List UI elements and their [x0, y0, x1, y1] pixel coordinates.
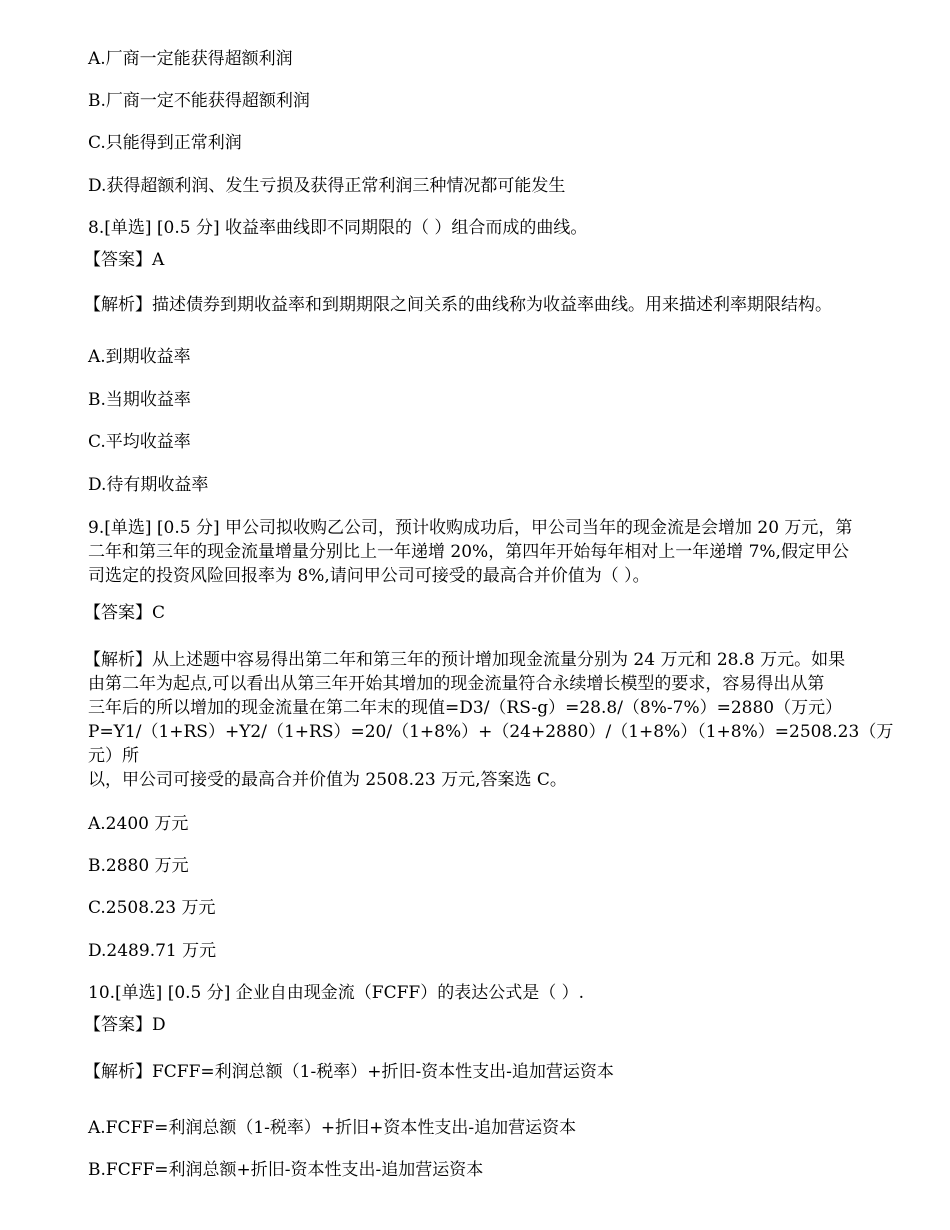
q9-analysis-line: 【解析】从上述题中容易得出第二年和第三年的预计增加现金流量分别为 24 万元和 28.8 万元。如果 — [84, 650, 846, 670]
q9-analysis-line: 三年后的所以增加的现金流量在第二年末的现值=D3/（RS-g）=28.8/（8%-7%）=2880（万元） — [88, 698, 843, 718]
q8-option-c: C.平均收益率 — [88, 432, 191, 452]
q9-option-b: B.2880 万元 — [88, 856, 189, 876]
q9-stem-line: 司选定的投资风险回报率为 8%,请问甲公司可接受的最高合并价值为（ ）。 — [88, 566, 650, 586]
q8-option-d: D.待有期收益率 — [88, 475, 209, 495]
q10-option-a: A.FCFF=利润总额（1-税率）+折旧+资本性支出-追加营运资本 — [88, 1118, 577, 1138]
q9-stem — [88, 516, 904, 588]
q8-stem: 8.[单选] [0.5 分] 收益率曲线即不同期限的（ ）组合而成的曲线。 — [88, 218, 588, 238]
q10-analysis: 【解析】FCFF=利润总额（1-税率）+折旧-资本性支出-追加营运资本 — [84, 1062, 614, 1082]
q9-analysis-line: 以，甲公司可接受的最高合并价值为 2508.23 万元,答案选 C。 — [88, 770, 567, 790]
q9-stem-line: 二年和第三年的现金流量增量分别比上一年递增 20%，第四年开始每年相对上一年递增 7%,假定甲公 — [88, 542, 849, 562]
q10-option-b: B.FCFF=利润总额+折旧-资本性支出-追加营运资本 — [88, 1160, 484, 1180]
q8-answer: 【答案】A — [84, 250, 165, 270]
q7-option-b: B.厂商一定不能获得超额利润 — [88, 91, 310, 111]
q9-stem-line: 9.[单选] [0.5 分] 甲公司拟收购乙公司，预计收购成功后，甲公司当年的现金流是会增加 20 万元，第 — [88, 518, 853, 538]
q9-option-d: D.2489.71 万元 — [88, 941, 217, 961]
q7-option-a: A.厂商一定能获得超额利润 — [88, 49, 293, 69]
q7-option-c: C.只能得到正常利润 — [88, 133, 242, 153]
q7-option-d: D.获得超额利润、发生亏损及获得正常利润三种情况都可能发生 — [88, 176, 566, 196]
q9-option-c: C.2508.23 万元 — [88, 898, 216, 918]
q8-option-b: B.当期收益率 — [88, 390, 191, 410]
q9-option-a: A.2400 万元 — [88, 814, 189, 834]
q9-analysis-line: P=Y1/（1+RS）+Y2/（1+RS）=20/（1+8%）+（24+2880）/（1+8%）（1+8%）=2508.23（万元）所 — [88, 722, 894, 766]
q9-analysis-line: 由第二年为起点,可以看出从第三年开始其增加的现金流量符合永续增长模型的要求，容易得出从第 — [88, 674, 825, 694]
q8-option-a: A.到期收益率 — [88, 347, 191, 367]
q9-analysis — [84, 648, 904, 792]
q10-stem: 10.[单选] [0.5 分] 企业自由现金流（FCFF）的表达公式是（ ）. — [88, 983, 585, 1003]
q10-answer: 【答案】D — [84, 1015, 166, 1035]
q9-answer: 【答案】C — [84, 603, 166, 623]
q8-analysis: 【解析】描述债券到期收益率和到期期限之间关系的曲线称为收益率曲线。用来描述利率期限结构。 — [84, 295, 832, 315]
